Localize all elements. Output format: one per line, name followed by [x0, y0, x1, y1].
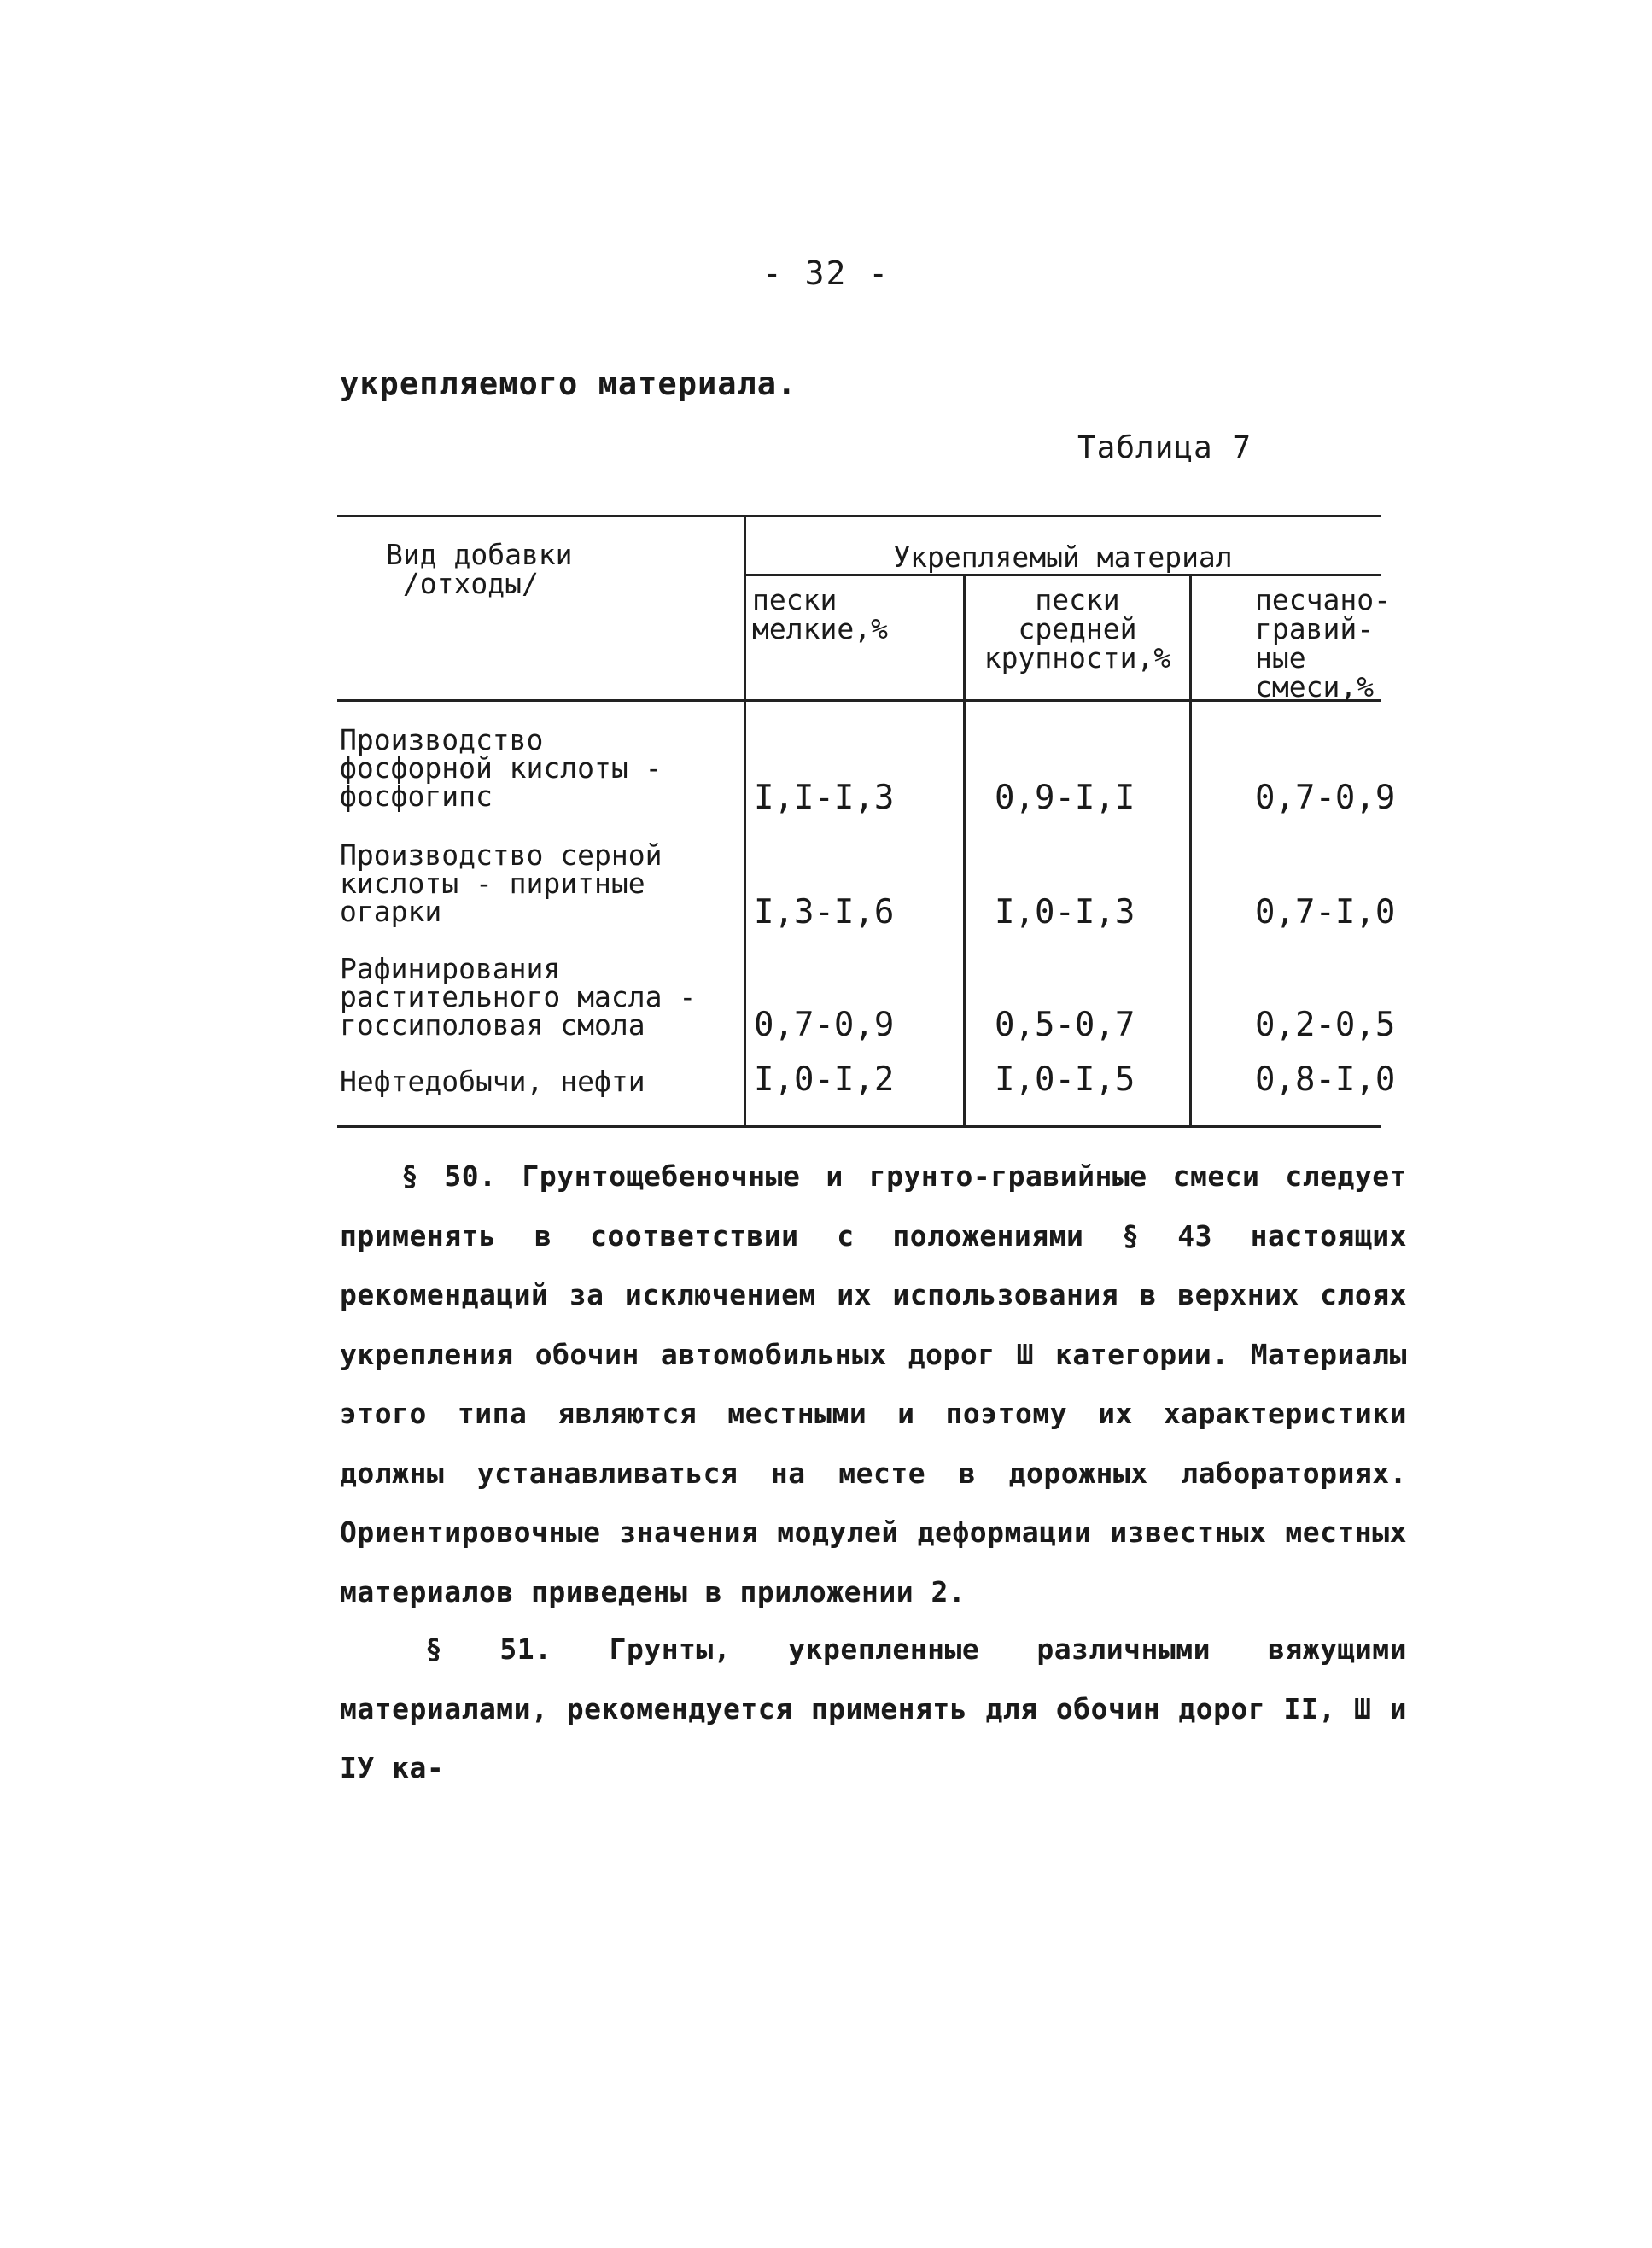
header-fine-sands: пески мелкие,%	[752, 583, 888, 645]
cell-r4-c3: 0,8-I,0	[1255, 1060, 1396, 1099]
header-bottom-rule	[337, 699, 1381, 702]
cell-r2-c1: I,3-I,6	[754, 893, 895, 931]
header-reinforced-material: Укрепляемый материал	[893, 540, 1233, 574]
table-bottom-rule	[337, 1125, 1381, 1128]
header-additive-type: Вид добавки /отходы/	[386, 538, 573, 600]
cell-r4-c2: I,0-I,5	[995, 1060, 1135, 1099]
paragraph-51: § 51. Грунты, укрепленные различными вяжущими материалами, рекомендуется применять для обочин дорог II, Ш и IУ ка-	[340, 1632, 1407, 1784]
group-header-rule	[745, 574, 1381, 576]
cell-r1-c2: 0,9-I,I	[995, 779, 1135, 817]
table-caption: Таблица 7	[1077, 430, 1252, 465]
intro-text: укрепляемого материала.	[340, 365, 797, 402]
row-label-oil: Нефтедобычи, нефти	[340, 1065, 645, 1098]
cell-r1-c1: I,I-I,3	[754, 779, 895, 817]
cell-r3-c2: 0,5-0,7	[995, 1006, 1135, 1044]
row-label-phosphoric: Производство фосфорной кислоты - фосфогипс	[340, 723, 663, 813]
header-sand-gravel-mixes: песчано- гравий- ные смеси,%	[1255, 583, 1391, 704]
page-number: - 32 -	[762, 254, 890, 292]
cell-r2-c3: 0,7-I,0	[1255, 893, 1396, 931]
row-label-sulfuric: Производство серной кислоты - пиритные огарки	[340, 838, 663, 928]
row-label-refining: Рафинирования растительного масла - госсиполовая смола	[340, 952, 697, 1042]
cell-r3-c1: 0,7-0,9	[754, 1006, 895, 1044]
paragraph-50: § 50. Грунтощебеночные и грунто-гравийные смеси следует применять в соответствии с положениями § 43 настоящих рекомендаций за исключением их использования в верхних слоях укрепления обочин автомобильных дорог Ш категории. Материалы этого типа являются местными и поэтому их характеристики должны устанавливаться на месте в дорожных лабораториях. Ориентировочные значения модулей деформации известных местных материалов приведены в приложении 2.	[340, 1159, 1407, 1609]
table-top-rule	[337, 515, 1381, 517]
header-medium-sands: пески средней крупности,%	[984, 583, 1171, 674]
cell-r2-c2: I,0-I,3	[995, 893, 1135, 931]
col-divider-3	[1189, 574, 1192, 1128]
cell-r3-c3: 0,2-0,5	[1255, 1006, 1396, 1044]
cell-r1-c3: 0,7-0,9	[1255, 779, 1396, 817]
col-divider-1	[744, 515, 746, 1128]
cell-r4-c1: I,0-I,2	[754, 1060, 895, 1099]
